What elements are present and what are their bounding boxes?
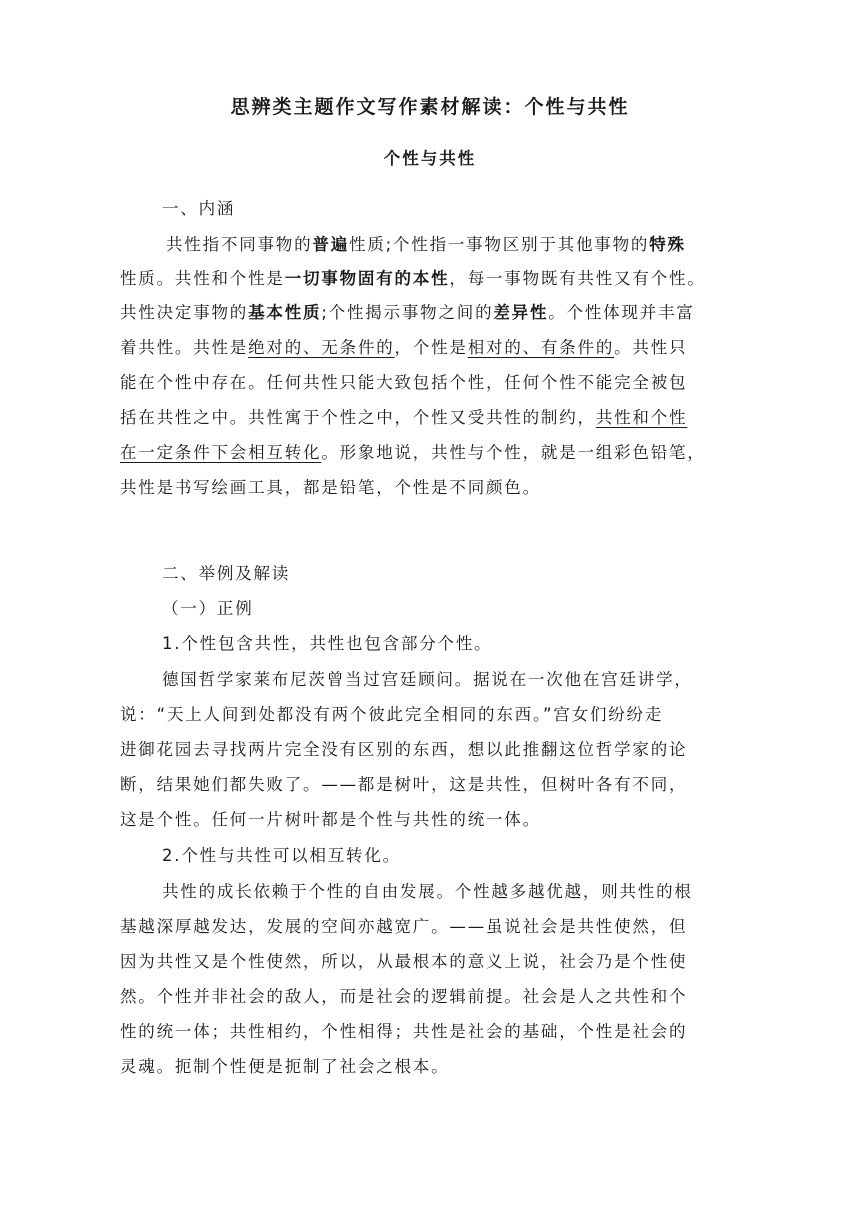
paragraph-line: 性的统一体；共性相约，个性相得；共性是社会的基础，个性是社会的 — [120, 1022, 688, 1041]
subsection-heading-positive: （一）正例 — [162, 599, 254, 618]
document-subtitle: 个性与共性 — [383, 149, 477, 168]
text-run: 共性决定事物的 — [120, 303, 249, 322]
paragraph-line: 进御花园去寻找两片完全没有区别的东西，想以此推翻这位哲学家的论 — [120, 740, 688, 759]
text-run: 共性指不同事物的 — [166, 235, 313, 254]
example-title-2: 2.个性与共性可以相互转化。 — [162, 846, 401, 865]
document-title: 思辨类主题作文写作素材解读：个性与共性 — [230, 96, 630, 118]
paragraph-line — [120, 337, 687, 359]
paragraph-line — [166, 234, 686, 256]
text-run: 性质;个性指一事物区别于其他事物的 — [349, 235, 650, 254]
section-heading-examples: 二、举例及解读 — [162, 564, 291, 583]
underlined-term: 在一定条件下会相互转化 — [120, 443, 322, 462]
paragraph-line: 这是个性。任何一片树叶都是个性与共性的统一体。 — [120, 810, 541, 829]
section-heading-meaning: 一、内涵 — [162, 199, 236, 218]
text-run: 性质。共性和个性是 — [120, 269, 285, 288]
bold-term: 特殊 — [649, 235, 686, 254]
paragraph-line: 共性是书写绘画工具，都是铅笔，个性是不同颜色。 — [120, 478, 541, 497]
paragraph-line: 灵魂。扼制个性便是扼制了社会之根本。 — [120, 1057, 450, 1076]
example-title-1: 1.个性包含共性，共性也包含部分个性。 — [162, 634, 493, 653]
text-run: ，每一事物既有共性又有个性。 — [449, 269, 706, 288]
text-run: ;个性揭示事物之间的 — [321, 303, 494, 322]
text-run: 。个性体现并丰富 — [548, 303, 695, 322]
paragraph-line: 因为共性又是个性使然，所以，从最根本的意义上说，社会乃是个性使 — [120, 952, 688, 971]
paragraph-line: 德国哲学家莱布尼茨曾当过宫廷顾问。据说在一次他在宫廷讲学， — [162, 670, 693, 689]
text-run: ，个性是 — [394, 338, 468, 357]
text-run: 括在共性之中。共性寓于个性之中，个性又受共性的制约， — [120, 408, 596, 427]
paragraph-line: 说：“天上人间到处都没有两个彼此完全相同的东西。”宫女们纷纷走 — [120, 705, 664, 724]
bold-term: 基本性质 — [248, 303, 322, 322]
text-run: 。共性只 — [614, 338, 688, 357]
text-run: 。形象地说，共性与个性，就是一组彩色铅笔， — [321, 443, 706, 462]
underlined-term: 绝对的、无条件的 — [248, 338, 395, 357]
paragraph-line: 共性的成长依赖于个性的自由发展。个性越多越优越，则共性的根 — [162, 882, 693, 901]
underlined-term: 共性和个性 — [595, 408, 688, 427]
paragraph-line — [120, 407, 687, 429]
underlined-term: 相对的、有条件的 — [467, 338, 615, 357]
bold-term: 一切事物固有的本性 — [284, 269, 450, 288]
paragraph-line: 断，结果她们都失败了。——都是树叶，这是共性，但树叶各有不同， — [120, 775, 688, 794]
text-run: 着共性。共性是 — [120, 338, 249, 357]
paragraph-line: 然。个性并非社会的敌人，而是社会的逻辑前提。社会是人之共性和个 — [120, 987, 688, 1006]
paragraph-line — [120, 268, 706, 290]
paragraph-line — [120, 302, 695, 324]
paragraph-line: 能在个性中存在。任何共性只能大致包括个性，任何个性不能完全被包 — [120, 373, 688, 392]
paragraph-line — [120, 442, 706, 464]
bold-term: 差异性 — [493, 303, 549, 322]
bold-term: 普遍 — [312, 235, 350, 254]
paragraph-line: 基越深厚越发达，发展的空间亦越宽广。——虽说社会是共性使然，但 — [120, 917, 688, 936]
